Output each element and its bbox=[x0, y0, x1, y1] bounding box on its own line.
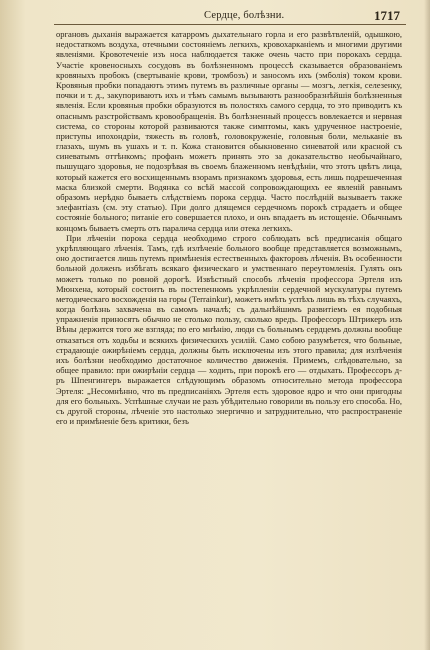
header-title: Сердце, болѣзни. bbox=[204, 10, 285, 21]
paragraph-treatment: При лѣченіи порока сердца необходимо строго соблюдать всѣ предписанія общаго укрѣпляющаго лѣченія. Тамъ, гдѣ излѣченіе больного вообще представляется возможнымъ, оно достигается лишь путемъ примѣненія естественныхъ факторовъ лѣченія. Въ особенности больной долженъ избѣгать всякаго физическаго и умственнаго переутомленія. Гулять онъ можетъ только по ровной дорогѣ. Извѣстный способъ лѣченія профессора Эртеля изъ Мюнхена, который состоитъ въ постепенномъ укрѣпленіи сердечной мускулатуры путемъ методическаго восхожденія на горы (Terrainkur), можетъ имѣть успѣхъ лишь въ тѣхъ случаяхъ, когда болѣзнь захвачена въ самомъ началѣ; съ дальнѣйшимъ развитіемъ ея подобныя упражненія приносятъ обычно не столько пользу, сколько вредъ. Профессоръ Штрикеръ изъ Вѣны держится того же взгляда; по его мнѣнію, люди съ больнымъ сердцемъ должны вообще отказаться отъ ходьбы и всякихъ физическихъ усилій. Само собою разумѣется, что больные, страдающіе ожирѣніемъ сердца, должны быть исключены изъ этого правила; для излѣченія ихъ болѣзни необходимо достаточное количество движенія. Примемъ, слѣдовательно, за общее правило: при ожирѣніи сердца — ходить, при порокѣ его — отдыхать. Профессоръ д-ръ Шпенгингеръ выражается слѣдующимъ образомъ относительно метода профессора Эртеля: „Несомнѣнно, что въ предписаніяхъ Эртеля есть здоровое ядро и что они пригодны для его больныхъ. Успѣшные случаи не разъ убѣдительно говорили въ пользу его способа. Но, съ другой стороны, лѣченіе это настолько энергично и затруднительно, что распространеніе его и примѣненіе безъ критики, безъ bbox=[56, 232, 402, 427]
header-rule bbox=[54, 24, 406, 25]
running-header bbox=[54, 8, 406, 24]
article-body bbox=[56, 29, 402, 614]
page-number: 1717 bbox=[374, 8, 400, 23]
paragraph-symptoms: органовъ дыханія выражается катарромъ дыхательнаго горла и его развѣтвленій, одышкою, недостаткомъ воздуха, отечными состояніемъ легкихъ, кровохарканіемъ и многими другими явленіями. Кровотеченіе изъ носа наблюдается также очень часто при порокахъ сердца. Участіе кровеносныхъ сосудовъ въ болѣзненномъ процессѣ сказывается образованіемъ кровяныхъ пробокъ (свертываніе крови, тромбозъ) и заносомъ ихъ (эмболія) током крови. Кровяныя пробки попадаютъ этимъ путемъ въ различные органы — мозгъ, легкія, селезенку, почки и т. д., закупориваютъ ихъ и тѣмъ самымъ вызываютъ разнообразнѣйшія болѣзненныя явленія. Если кровяныя пробки образуются въ полостяхъ самого сердца, то это приводитъ къ опаснымъ разстройствамъ кровообращенія. Въ болѣзненный процессъ вовлекается и нервная система, со стороны которой развиваются также симптомы, какъ удрученное настроеніе, приступы ипохондріи, тяжесть въ головѣ, головокруженіе, головныя боли, мельканіе въ глазахъ, шумъ въ ушахъ и т. п. Кожа становится обыкновенно синеватой или красной съ синеватымъ оттѣнкомъ; профанъ можетъ принять это за доказательство необычайнаго, пышущаго здоровья, не подозрѣвая въ своемъ блаженномъ невѣдѣніи, что этотъ цвѣтъ лица, который кажется его восхищеннымъ взорамъ признакомъ здоровья, есть лишь подрешеченная маска близкой смерти. Водянка со всѣй массой сопровождающихъ ее явленій равнымъ образомъ нерѣдко бываетъ слѣдствіемъ порока сердца. Часто послѣдній вызываетъ также элефантіазъ (см. эту статью). При долго длящемся сердечномъ порокѣ страдаетъ и общее состояніе больного; питаніе его совершается плохо, и онъ впадаетъ въ истощеніе. Обычнымъ концомъ бываетъ смерть отъ паралича сердца или отека легкихъ. bbox=[56, 29, 402, 233]
page-edge-shadow bbox=[424, 0, 430, 650]
